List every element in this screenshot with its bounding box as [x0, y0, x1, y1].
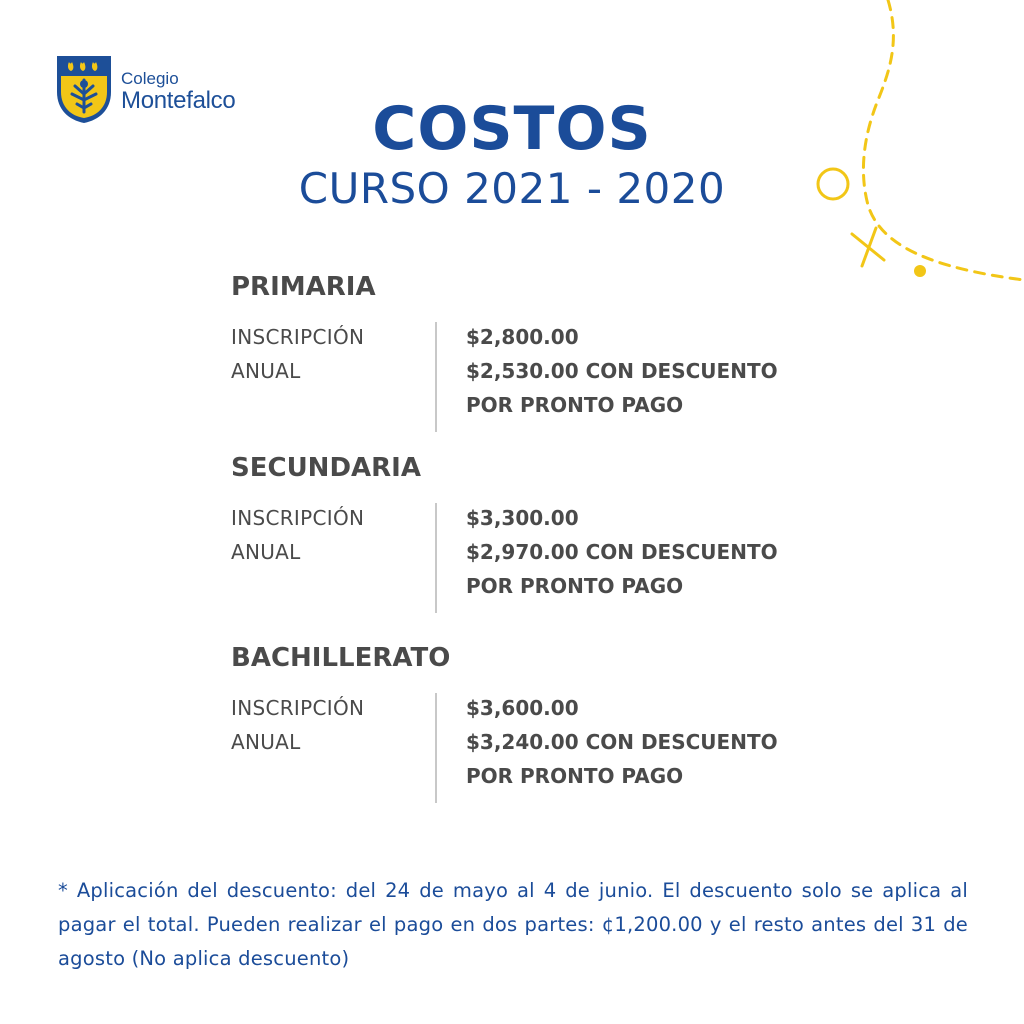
- label-anual: ANUAL: [231, 730, 301, 754]
- label-anual: ANUAL: [231, 540, 301, 564]
- section-title: SECUNDARIA: [231, 453, 421, 483]
- label-inscripcion: INSCRIPCIÓN: [231, 696, 365, 720]
- price-discount-note: POR PRONTO PAGO: [466, 574, 684, 598]
- section-secundaria: [231, 453, 831, 613]
- price-discount-note: POR PRONTO PAGO: [466, 764, 684, 788]
- section-primaria: [231, 272, 831, 432]
- page-subtitle: CURSO 2021 - 2020: [298, 164, 726, 213]
- footnote: * Aplicación del descuento: del 24 de mayo al 4 de junio. El descuento solo se aplica al pagar el total. Pueden realizar el pago en dos partes: ¢1,200.00 y el resto antes del 31 de agosto (No aplica descuento): [58, 879, 968, 970]
- section-bachillerato: [231, 643, 831, 803]
- dot-icon: [914, 265, 926, 277]
- logo-name-line2: Montefalco: [121, 86, 236, 114]
- price-full: $3,600.00: [466, 696, 579, 720]
- price-discount-note: POR PRONTO PAGO: [466, 393, 684, 417]
- price-full: $2,800.00: [466, 325, 579, 349]
- divider: [435, 693, 437, 803]
- label-anual: ANUAL: [231, 359, 301, 383]
- section-title: BACHILLERATO: [231, 643, 451, 673]
- divider: [435, 503, 437, 613]
- label-inscripcion: INSCRIPCIÓN: [231, 325, 365, 349]
- page-title: COSTOS: [372, 94, 652, 164]
- price-discount: $3,240.00 CON DESCUENTO: [466, 730, 778, 754]
- price-discount: $2,970.00 CON DESCUENTO: [466, 540, 778, 564]
- logo-name-line1: Colegio: [121, 68, 179, 88]
- label-inscripcion: INSCRIPCIÓN: [231, 506, 365, 530]
- price-discount: $2,530.00 CON DESCUENTO: [466, 359, 778, 383]
- cross-icon: [852, 228, 884, 266]
- divider: [435, 322, 437, 432]
- section-title: PRIMARIA: [231, 272, 376, 302]
- price-full: $3,300.00: [466, 506, 579, 530]
